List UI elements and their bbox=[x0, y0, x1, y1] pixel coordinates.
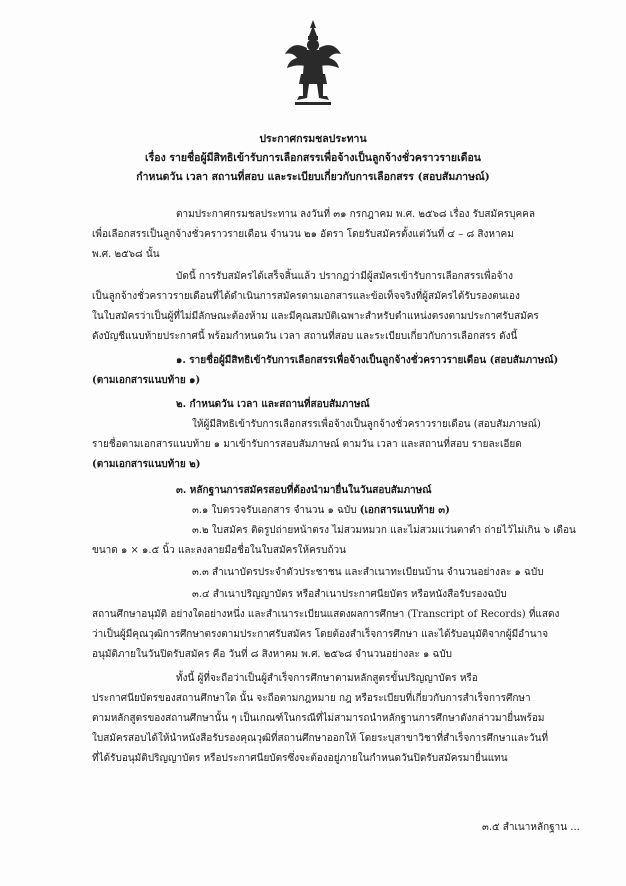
intro-line: พ.ศ. ๒๕๖๘ นั้น bbox=[92, 249, 160, 260]
para2-line: ในใบสมัครว่าเป็นผู้ที่ไม่มีลักษณะต้องห้าม และมีคุณสมบัติเฉพาะสำหรับตำแหน่งตรงตามประกาศรับสมัคร bbox=[92, 311, 539, 322]
section3-item: ว่าเป็นผู้มีคุณวุฒิการศึกษาตรงตามประกาศรับสมัคร โดยต้องสำเร็จการศึกษา และได้รับอนุมัติจากผู้มีอำนาจ bbox=[92, 629, 549, 640]
section3-item-ref: (เอกสารแนบท้าย ๓) bbox=[359, 505, 450, 516]
section2-title: ๒. กำหนดวัน เวลา และสถานที่สอบสัมภาษณ์ bbox=[176, 399, 370, 410]
para3-line: ที่ได้รับอนุมัติปริญญาบัตร หรือประกาศนียบัตรซึ่งจะต้องอยู่ภายในกำหนดวันปิดรับสมัครมายื่นแทน bbox=[92, 753, 508, 764]
section3-item: สถานศึกษาอนุมัติ อย่างใดอย่างหนึ่ง และสำเนาระเบียนแสดงผลการศึกษา (Transcript of Records) ที่แสดง bbox=[92, 609, 560, 620]
continuation-note: ๓.๕ สำเนาหลักฐาน ... bbox=[482, 822, 580, 833]
para3-line: ใบสมัครสอบได้ให้นำหนังสือรับรองคุณวุฒิที่สถานศึกษาออกให้ โดยระบุสาขาวิชาที่สำเร็จการศึกษาและวันที่ bbox=[92, 733, 549, 744]
para3-line: ทั้งนี้ ผู้ที่จะถือว่าเป็นผู้สำเร็จการศึกษาตามหลักสูตรขั้นปริญญาบัตร หรือ bbox=[176, 673, 478, 684]
garuda-emblem-icon bbox=[283, 18, 343, 110]
section3-item bbox=[192, 504, 450, 517]
para2-line: ดังบัญชีแนบท้ายประกาศนี้ พร้อมกำหนดวัน เวลา สถานที่สอบ และระเบียบเกี่ยวกับการเลือกสรร ดังนี้ bbox=[92, 331, 518, 342]
section2-line: รายชื่อตามเอกสารแนบท้าย ๑ มาเข้ารับการสอบสัมภาษณ์ ตามวัน เวลา และสถานที่สอบ รายละเอียด bbox=[92, 439, 522, 450]
section2-line: ให้ผู้มีสิทธิเข้ารับการเลือกสรรเพื่อจ้างเป็นลูกจ้างชั่วคราวรายเดือน (สอบสัมภาษณ์) bbox=[192, 419, 541, 430]
section3-item: ขนาด ๑ × ๑.๕ นิ้ว และลงลายมือชื่อในใบสมัครให้ครบถ้วน bbox=[92, 545, 346, 556]
section3-title: ๓. หลักฐานการสมัครสอบที่ต้องนำมายื่นในวันสอบสัมภาษณ์ bbox=[176, 485, 432, 496]
section3-item: ๓.๔ สำเนาปริญญาบัตร หรือสำเนาประกาศนียบัตร หรือหนังสือรับรองฉบับ bbox=[192, 589, 507, 600]
announcement-subject: เรื่อง รายชื่อผู้มีสิทธิเข้ารับการเลือกสรรเพื่อจ้างเป็นลูกจ้างชั่วคราวรายเดือน bbox=[145, 152, 481, 164]
section1-title: ๑. รายชื่อผู้มีสิทธิเข้ารับการเลือกสรรเพื่อจ้างเป็นลูกจ้างชั่วคราวรายเดือน (สอบสัมภาษณ์) bbox=[176, 355, 559, 366]
section3-item: อนุมัติภายในวันปิดรับสมัคร คือ วันที่ ๘ สิงหาคม พ.ศ. ๒๕๖๘ จำนวนอย่างละ ๑ ฉบับ bbox=[92, 649, 453, 660]
para2-line: เป็นลูกจ้างชั่วคราวรายเดือนที่ได้ดำเนินการสมัครตามเอกสารและข้อเท็จจริงที่ผู้สมัครได้รับรองตนเอง bbox=[92, 291, 520, 302]
announcement-subject-line2: กำหนดวัน เวลา สถานที่สอบ และระเบียบเกี่ยวกับการเลือกสรร (สอบสัมภาษณ์) bbox=[136, 171, 490, 183]
section3-item-text: ๓.๑ ใบตรวจรับเอกสาร จำนวน ๑ ฉบับ bbox=[192, 505, 357, 516]
section1-ref: (ตามเอกสารแนบท้าย ๑) bbox=[92, 375, 201, 386]
intro-line: ตามประกาศกรมชลประทาน ลงวันที่ ๓๑ กรกฎาคม พ.ศ. ๒๕๖๘ เรื่อง รับสมัครบุคคล bbox=[176, 209, 535, 220]
section3-item: ๓.๓ สำเนาบัตรประจำตัวประชาชน และสำเนาทะเบียนบ้าน จำนวนอย่างละ ๑ ฉบับ bbox=[192, 567, 544, 578]
section2-ref: (ตามเอกสารแนบท้าย ๒) bbox=[92, 459, 201, 470]
para3-line: ประกาศนียบัตรของสถานศึกษาใด นั้น จะถือตามกฎหมาย กฎ หรือระเบียบที่เกี่ยวกับการสำเร็จการศึกษา bbox=[92, 693, 531, 704]
intro-line: เพื่อเลือกสรรเป็นลูกจ้างชั่วคราวรายเดือน จำนวน ๒๑ อัตรา โดยรับสมัครตั้งแต่วันที่ ๔ – ๘ สิงหาคม bbox=[92, 229, 514, 240]
announcement-title: ประกาศกรมชลประทาน bbox=[259, 133, 367, 145]
section3-item: ๓.๒ ใบสมัคร ติดรูปถ่ายหน้าตรง ไม่สวมหมวก และไม่สวมแว่นตาดำ ถ่ายไว้ไม่เกิน ๖ เดือน bbox=[192, 525, 576, 536]
para3-line: ตามหลักสูตรของสถานศึกษานั้น ๆ เป็นเกณฑ์ในกรณีที่ไม่สามารถนำหลักฐานการศึกษาดังกล่าวมายื่นพร้อม bbox=[92, 713, 545, 724]
para2-line: บัดนี้ การรับสมัครได้เสร็จสิ้นแล้ว ปรากฏว่ามีผู้สมัครเข้ารับการเลือกสรรเพื่อจ้าง bbox=[176, 271, 513, 282]
